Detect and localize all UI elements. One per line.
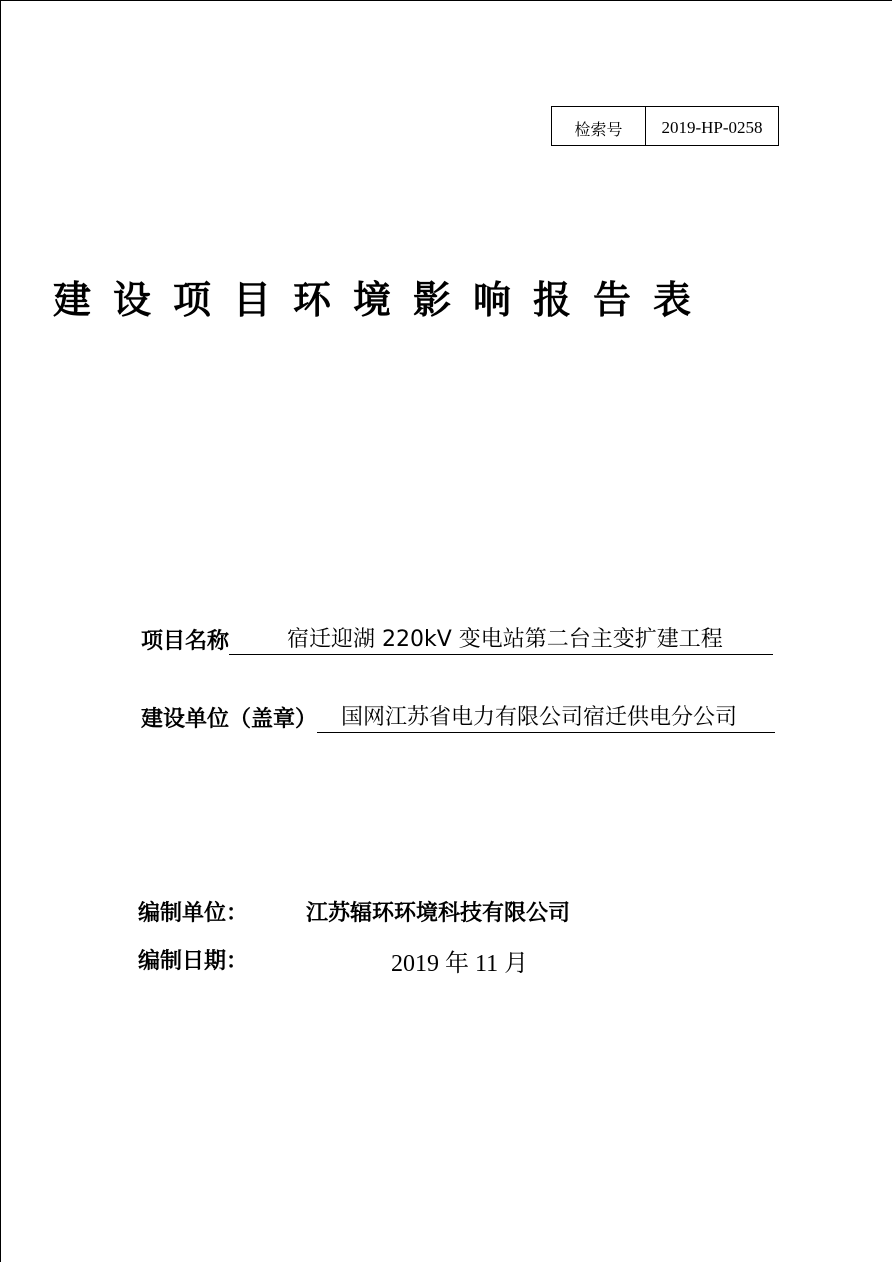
builder-label: 建设单位（盖章） — [141, 707, 318, 732]
compile-date-row — [138, 944, 248, 975]
builder-value: 国网江苏省电力有限公司宿迁供电分公司 — [317, 704, 775, 733]
project-name-value: 宿迁迎湖 220kV 变电站第二台主变扩建工程 — [229, 626, 773, 655]
document-title: 建设项目环境影响报告表 — [52, 278, 713, 322]
builder-row — [141, 702, 775, 733]
compile-date-label: 编制日期： — [138, 949, 249, 974]
index-number-value: 2019-HP-0258 — [661, 118, 763, 137]
compile-unit-label: 编制单位： — [138, 901, 249, 926]
compile-unit-value: 江苏辐环环境科技有限公司 — [306, 901, 571, 926]
project-name-label: 项目名称 — [141, 629, 230, 654]
project-name-row — [141, 624, 773, 655]
index-number-label: 检索号 — [552, 107, 646, 145]
page-left-border — [0, 0, 1, 1262]
index-number-box — [551, 106, 779, 146]
compile-date-value: 2019 年 11 月 — [391, 951, 529, 977]
compile-unit-row — [138, 896, 248, 927]
page-top-border — [0, 0, 892, 1]
